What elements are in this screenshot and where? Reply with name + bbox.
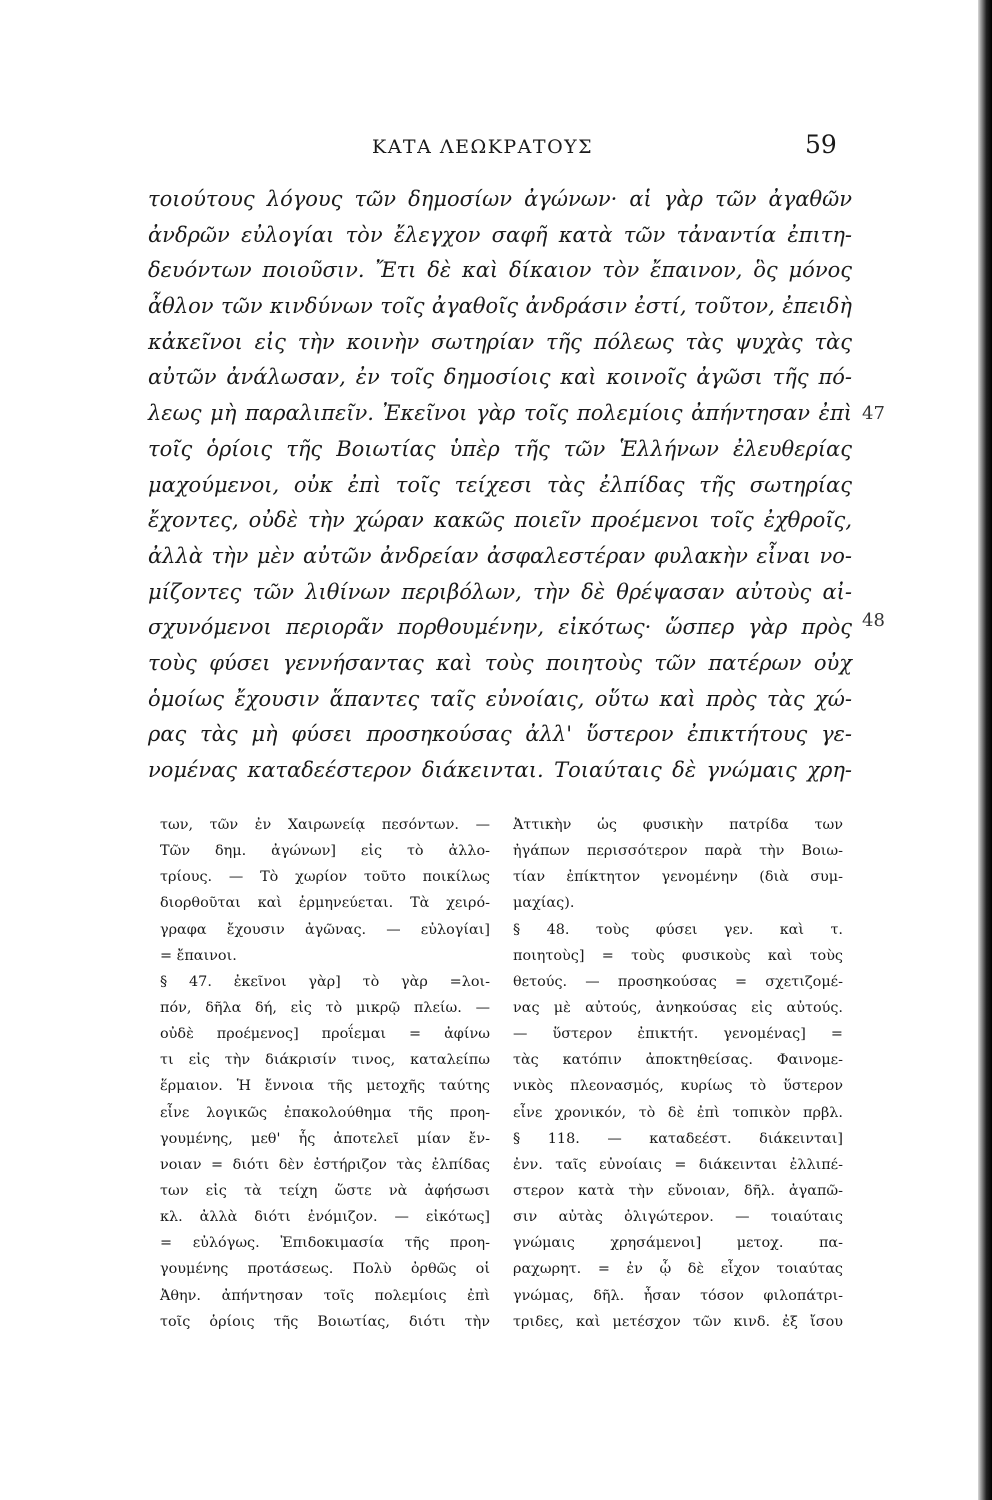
- note-line: νοιαν = διότι δὲν ἐστήριζον τὰς ἐλπίδας: [160, 1156, 490, 1173]
- note-line: εἶνε λογικῶς ἐπακολούθημα τῆς προη-: [160, 1104, 490, 1121]
- note-line: γνώμας, δῆλ. ἦσαν τόσον φιλοπάτρι-: [513, 1287, 843, 1304]
- text-line: τοὺς φύσει γεννήσαντας καὶ τοὺς ποιητοὺς τῶν πατέρων οὐχ: [148, 650, 852, 675]
- section-marker-47: 47: [862, 403, 885, 424]
- note-line: σιν αὐτὰς ὀλιγώτερον. — τοιαύταις: [513, 1209, 843, 1226]
- note-line: τοῖς ὁρίοις τῆς Βοιωτίας, διότι τὴν: [160, 1313, 490, 1330]
- main-text-block: [148, 182, 852, 789]
- note-line: Τῶν δημ. ἀγώνων] εἰς τὸ ἀλλο-: [160, 843, 490, 860]
- note-line: = εὐλόγως. Ἐπιδοκιμασία τῆς προη-: [160, 1235, 490, 1252]
- note-line: διορθοῦται καὶ ἑρμηνεύεται. Τὰ χειρό-: [160, 895, 490, 912]
- note-line: — ὕστερον ἐπικτήτ. γενομένας] =: [513, 1026, 843, 1043]
- note-line: πόν, δῆλα δή, εἰς τὸ μικρῷ πλείω. —: [160, 999, 490, 1016]
- text-line: τοῖς ὁρίοις τῆς Βοιωτίας ὑπὲρ τῆς τῶν Ἑλλήνων ἐλευθερίας: [148, 436, 852, 461]
- note-line: οὐδὲ προέμενος] προΐεμαι = ἀφίνω: [160, 1026, 490, 1043]
- text-line: μίζοντες τῶν λιθίνων περιβόλων, τὴν δὲ θρέψασαν αὐτοὺς αἰ-: [148, 579, 852, 604]
- note-line: τίαν ἐπίκτητον γενομένην (διὰ συμ-: [513, 869, 843, 886]
- text-line: ρας τὰς μὴ φύσει προσηκούσας ἀλλ' ὕστερον ἐπικτήτους γε-: [148, 722, 852, 747]
- text-line: ἀλλὰ τὴν μὲν αὐτῶν ἀνδρείαν ἀσφαλεστέραν φυλακὴν εἶναι νο-: [148, 543, 852, 568]
- note-line: τριδες, καὶ μετέσχον τῶν κινδ. ἐξ ἴσου: [513, 1313, 843, 1330]
- text-line: αὐτῶν ἀνάλωσαν, ἐν τοῖς δημοσίοις καὶ κοινοῖς ἀγῶσι τῆς πό-: [148, 365, 852, 390]
- text-line: ἀνδρῶν εὐλογίαι τὸν ἔλεγχον σαφῆ κατὰ τῶν τἀναντία ἐπιτη-: [148, 222, 852, 247]
- note-line: μαχίας).: [513, 895, 575, 912]
- text-line: σχυνόμενοι περιορᾶν πορθουμένην, εἰκότως· ὥσπερ γὰρ πρὸς: [148, 615, 852, 640]
- note-line: των, τῶν ἐν Χαιρωνείᾳ πεσόντων. —: [160, 817, 490, 833]
- text-line: ἆθλον τῶν κινδύνων τοῖς ἀγαθοῖς ἀνδράσιν ἐστί, τοῦτον, ἐπειδὴ: [148, 294, 852, 319]
- note-line: κλ. ἀλλὰ διότι ἐνόμιζον. — εἰκότως]: [160, 1209, 490, 1226]
- note-line: ἕρμαιον. Ἡ ἔννοια τῆς μετοχῆς ταύτης: [160, 1078, 490, 1095]
- note-line: § 48. τοὺς φύσει γεν. καὶ τ.: [513, 921, 843, 938]
- text-line: ὁμοίως ἔχουσιν ἅπαντες ταῖς εὐνοίαις, οὕτω καὶ πρὸς τὰς χώ-: [148, 686, 852, 711]
- text-line: μαχούμενοι, οὐκ ἐπὶ τοῖς τείχεσι τὰς ἐλπίδας τῆς σωτηρίας: [148, 472, 852, 497]
- text-line: λεως μὴ παραλιπεῖν. Ἐκεῖνοι γὰρ τοῖς πολεμίοις ἀπήντησαν ἐπὶ: [148, 401, 852, 426]
- text-line: κἀκεῖνοι εἰς τὴν κοινὴν σωτηρίαν τῆς πόλεως τὰς ψυχὰς τὰς: [148, 329, 852, 354]
- section-marker-48: 48: [862, 610, 885, 631]
- note-line: = ἔπαινοι.: [160, 947, 237, 964]
- page-number: 59: [805, 130, 837, 159]
- commentary-left-column: [160, 812, 490, 1335]
- note-line: των εἰς τὰ τείχη ὥστε νὰ ἀφήσωσι: [160, 1182, 490, 1199]
- page-edge: [978, 0, 992, 1500]
- note-line: § 47. ἐκεῖνοι γὰρ] τὸ γὰρ =λοι-: [160, 973, 490, 990]
- commentary-right-column: [513, 812, 843, 1335]
- note-line: ἐνν. ταῖς εὐνοίαις = διάκεινται ἐλλιπέ-: [513, 1156, 843, 1173]
- text-line: νομένας καταδεέστερον διάκεινται. Τοιαύταις δὲ γνώμαις χρη-: [148, 758, 852, 782]
- text-line: δευόντων ποιοῦσιν. Ἔτι δὲ καὶ δίκαιον τὸν ἔπαινον, ὃς μόνος: [148, 258, 852, 283]
- note-line: τρίους. — Τὸ χωρίον τοῦτο ποικίλως: [160, 869, 490, 886]
- note-line: Ἀττικὴν ὡς φυσικὴν πατρίδα των: [513, 817, 843, 833]
- note-line: νας μὲ αὐτούς, ἀνηκούσας εἰς αὐτούς.: [513, 999, 843, 1016]
- note-line: στερον κατὰ τὴν εὔνοιαν, δῆλ. ἀγαπῶ-: [513, 1182, 843, 1199]
- note-line: ἠγάπων περισσότερον παρὰ τὴν Βοιω-: [513, 843, 843, 860]
- note-line: εἶνε χρονικόν, τὸ δὲ ἐπὶ τοπικὸν πρβλ.: [513, 1104, 843, 1121]
- note-line: γουμένης, μεθ' ἧς ἀποτελεῖ μίαν ἔν-: [160, 1130, 490, 1147]
- note-line: Ἀθην. ἀπήντησαν τοῖς πολεμίοις ἐπὶ: [160, 1287, 490, 1304]
- page-title: ΚΑΤΑ ΛΕΩΚΡΑΤΟΥΣ: [372, 136, 594, 158]
- text-line: τοιούτους λόγους τῶν δημοσίων ἀγώνων· αἱ γὰρ τῶν ἀγαθῶν: [148, 187, 852, 211]
- text-line: ἔχοντες, οὐδὲ τὴν χώραν κακῶς ποιεῖν προέμενοι τοῖς ἐχθροῖς,: [148, 508, 852, 533]
- note-line: γουμένης προτάσεως. Πολὺ ὀρθῶς οἱ: [160, 1261, 490, 1278]
- note-line: νικὸς πλεονασμός, κυρίως τὸ ὕστερον: [513, 1078, 843, 1095]
- note-line: § 118. — καταδεέστ. διάκεινται]: [513, 1130, 843, 1147]
- note-line: θετούς. — προσηκούσας = σχετιζομέ-: [513, 973, 843, 990]
- note-line: ραχωρητ. = ἐν ᾧ δὲ εἶχον τοιαύτας: [513, 1261, 843, 1278]
- note-line: γνώμαις χρησάμενοι] μετοχ. πα-: [513, 1235, 843, 1252]
- note-line: γραφα ἔχουσιν ἀγῶνας. — εὐλογίαι]: [160, 921, 490, 938]
- note-line: ποιητοὺς] = τοὺς φυσικοὺς καὶ τοὺς: [513, 947, 843, 964]
- note-line: τι εἰς τὴν διάκρισίν τινος, καταλείπω: [160, 1052, 490, 1069]
- note-line: τὰς κατόπιν ἀποκτηθείσας. Φαινομε-: [513, 1052, 843, 1069]
- running-header: [0, 130, 992, 166]
